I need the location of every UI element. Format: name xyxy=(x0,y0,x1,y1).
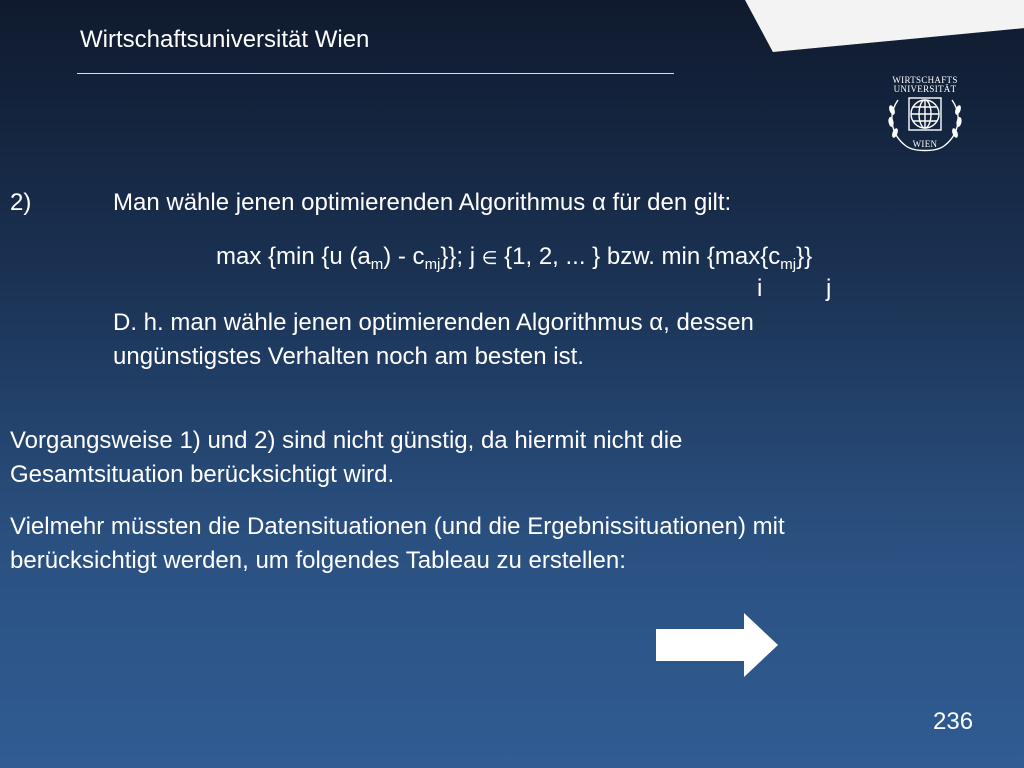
formula-part: }}; j xyxy=(440,243,476,270)
logo-text-line2: UNIVERSITÄT xyxy=(893,84,957,94)
formula-subscript: mj xyxy=(780,256,797,273)
page-number: 236 xyxy=(933,708,974,735)
university-logo xyxy=(876,72,974,162)
element-of-symbol: ∈ xyxy=(481,248,498,269)
next-arrow-icon[interactable] xyxy=(656,613,778,677)
corner-decoration xyxy=(745,0,1024,52)
explanation-line: ungünstigstes Verhalten noch am besten ist. xyxy=(113,343,584,370)
paragraph-line: Gesamtsituation berücksichtigt wird. xyxy=(10,461,395,488)
item-text: Man wähle jenen optimierenden Algorithmus α für den gilt: xyxy=(113,189,732,216)
formula-part: max {min {u (a xyxy=(216,243,371,270)
university-title: Wirtschaftsuniversität Wien xyxy=(80,26,370,53)
formula xyxy=(216,241,812,275)
formula-part: {1, 2, ... } bzw. min {max{c xyxy=(497,243,781,270)
formula-index-i: i xyxy=(757,275,763,302)
item-number: 2) xyxy=(10,189,32,216)
formula-subscript: m xyxy=(370,256,384,273)
logo-text-line3: WIEN xyxy=(912,139,938,149)
logo-text-line1: WIRTSCHAFTS xyxy=(892,75,958,85)
explanation-line: D. h. man wähle jenen optimierenden Algorithmus α, dessen xyxy=(113,309,754,336)
formula-subscript: mj xyxy=(424,256,441,273)
title-underline xyxy=(77,73,674,74)
paragraph-line: Vorgangsweise 1) und 2) sind nicht günstig, da hiermit nicht die xyxy=(10,427,683,454)
paragraph-line: berücksichtigt werden, um folgendes Tableau zu erstellen: xyxy=(10,547,626,574)
formula-part: ) - c xyxy=(383,243,425,270)
formula-index-j: j xyxy=(826,275,832,302)
formula-part: }} xyxy=(796,243,813,270)
paragraph-line: Vielmehr müssten die Datensituationen (und die Ergebnissituationen) mit xyxy=(10,513,785,540)
